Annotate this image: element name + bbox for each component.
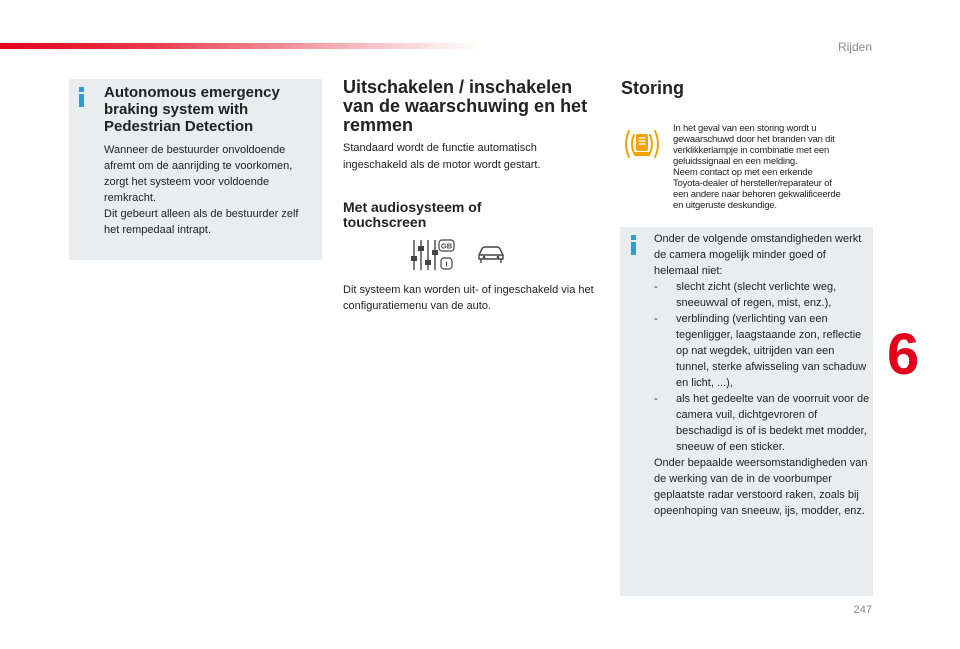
aeb-text-line: afremt om de aanrijding te voorkomen, [104,160,293,172]
aeb-text-line: Dit gebeurt alleen als de bestuurder zelf [104,208,299,220]
warning-light-icon [623,127,661,161]
bullet-dash: - [654,281,658,293]
warning-line: een andere naar behoren gekwalificeerde [673,189,841,200]
aeb-text [104,142,319,238]
aeb-title: Autonomous emergency braking system with Pedestrian Detection [104,84,280,135]
settings-icon-label-bottom: I [445,259,448,269]
info-icon [79,87,84,107]
storing-title: Storing [621,78,684,98]
disable-section [343,77,603,312]
audio-subtitle: Met audiosysteem of touchscreen [343,199,482,230]
warning-line: In het geval van een storing wordt u [673,123,817,134]
aeb-text-line: het rempedaal intrapt. [104,224,212,236]
header-accent-bar [0,43,480,49]
storing-section [621,78,881,211]
settings-sliders-icon [409,236,459,274]
disable-text: Standaard wordt de functie automatisch ingeschakeld als de motor wordt gestart. [343,142,541,171]
bullet-text: verblinding (verlichting van een tegenligger, laagstaande zon, reflectie op nat wegdek, uitrijden van een tunnel, sterke afwisseling van schaduw en licht, ...), [676,313,867,389]
info-icon [631,235,636,255]
list-item [654,279,870,311]
camera-intro: Onder de volgende omstandigheden werkt de camera mogelijk minder goed of helemaal niet: [654,233,862,277]
aeb-text-line: zorgt het systeem voor voldoende [104,176,270,188]
audio-text: Dit systeem kan worden uit- of ingeschakeld via het configuratiemenu van de auto. [343,284,594,312]
warning-line: Toyota-dealer of hersteller/reparateur of [673,178,832,189]
camera-info-content [654,231,870,519]
bullet-text: slecht zicht (slecht verlichte weg, sneeuwval of regen, mist, enz.), [676,281,837,309]
condition-list [654,279,870,455]
camera-info-box [620,227,873,596]
section-label: Rijden [837,40,872,54]
disable-title: Uitschakelen / inschakelen van de waarschuwing en het remmen [343,77,588,135]
car-icon [476,244,506,266]
warning-line: geluidssignaal en een melding. [673,156,798,167]
aeb-info-box [69,79,322,260]
aeb-text-line: remkracht. [104,192,156,204]
warning-line: en uitgeruste deskundige. [673,200,777,211]
list-item [654,311,870,391]
settings-icon-label-top: GB [440,241,453,251]
warning-line: verklikkerlampje in combinatie met een [673,145,830,156]
radar-note: Onder bepaalde weersomstandigheden van de werking van de in de voorbumper geplaatste radar verstoord raken, zoals bij opeenhoping van sneeuw, ijs, modder, enz. [654,457,868,517]
chapter-number: 6 [887,322,920,387]
warning-line: gewaarschuwd door het branden van dit [673,134,835,145]
page-number: 247 [853,604,872,616]
bullet-text: als het gedeelte van de voorruit voor de camera vuil, dichtgevroren of beschadigd is of is bedekt met modder, sneeuw of een sticker. [676,393,870,453]
bullet-dash: - [654,313,658,325]
list-item [654,391,870,455]
aeb-text-line: Wanneer de bestuurder onvoldoende [104,144,286,156]
bullet-dash: - [654,393,658,405]
warning-line: Neem contact op met een erkende [673,167,813,178]
storing-warning-text [673,123,878,211]
